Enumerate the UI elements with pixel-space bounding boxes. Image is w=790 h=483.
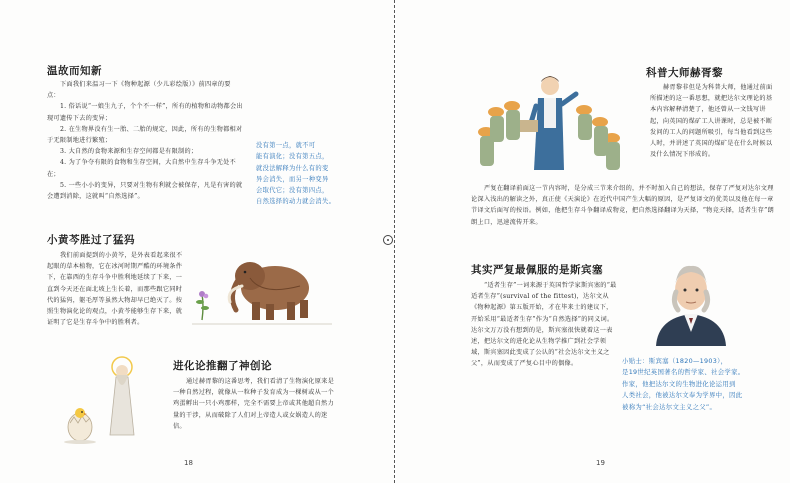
side-note-line: 能有演化；没有第五点， [256, 153, 329, 161]
side-note-line: 异会消失，而另一种变异 [256, 175, 329, 183]
huxley-body-bottom: 严复在翻译前面这一节内容时，是分成三节来介绍的，并不时加入自己的想法，保存了严复对达尔文理论深入浅出的解读之外，真正使《天演论》在近代中国产生大幅的原因，是严复译文的优美以及他在每一章节译文后面写的按语。例如，他把生存斗争翻译成物竞，把自然选择翻译为天择，“物竞天择，适者生存”朗朗上口，迅速流传开来。 [471, 185, 774, 226]
mammoth-illustration [192, 250, 332, 330]
review-point-3: 3. 大自然的食物来源和生存空间都是有限制的； [60, 148, 198, 156]
page-number-left: 18 [184, 459, 193, 467]
review-point-4: 4. 为了争夺有限的食物和生存空间，大自然中生存斗争无处不在； [47, 159, 236, 178]
caption-line: 作家，他把达尔文的生物进化论运用到 [622, 379, 736, 388]
caption-line: 是19世纪英国著名的哲学家、社会学家。 [622, 368, 745, 377]
spencer-portrait [646, 256, 736, 346]
side-note-line: 自然选择的动力就会消失。 [256, 198, 336, 206]
huxley-body-top: 赫胥黎非但是为科普大师，他通过前面所描述的这一番思想，就把达尔文理论的基本内容解释清楚了，他还曾从一文钱写讲起，向英国的煤矿工人讲课时，总是被不断发问的工人的问题所吸引，每当他看到这些人时，并讲述了英国的煤矿是在什么时候以及什么情况下形成的。 [650, 84, 773, 159]
review-intro: 下面我们来温习一下《物种起源（少儿彩绘版）》前四章的要点： [47, 81, 231, 100]
spencer-body: “适者生存”一词来源于英国哲学家斯宾塞的“最适者生存”(survival of the fittest)，达尔文从《物种起源》第五版开始，才在毕来士的建议下，开始采用“最适者生存”作为“自然选择”的同义词。达尔文万万没有想到的是，斯宾塞很快就着这一表述，把达尔文的进化论从生物学推广到社会学领域，斯宾塞因此变成了公认的“社会达尔文主义之父”，从而变成了严复心目中的偶像。 [471, 282, 617, 368]
side-note-line: 会取代它；没有第四点， [256, 187, 329, 195]
section-heading-spencer: 其实严复最佩服的是斯宾塞 [471, 264, 603, 276]
side-note-line: 就没法解释为什么有的变 [256, 164, 329, 172]
page-number-right: 19 [596, 459, 605, 467]
section-heading-evolution: 进化论推翻了神创论 [173, 360, 272, 372]
spencer-caption [622, 356, 744, 413]
review-text [47, 79, 243, 202]
section-heading-huxley: 科普大师赫胥黎 [646, 67, 723, 79]
review-point-5: 5. 一些小小的变异，只要对生物有利就会被保存，凡是有害的就会遭到消除，这就叫“自然选择”。 [47, 181, 243, 201]
huxley-lecture-illustration [476, 70, 626, 180]
caption-line: 被称为“社会达尔文主义之父”。 [622, 402, 717, 411]
right-page [396, 0, 790, 483]
spencer-text [471, 280, 619, 370]
page-fold [394, 0, 395, 483]
huxley-text-top [650, 82, 778, 160]
left-page [0, 0, 394, 483]
caption-line: 小贴士：斯宾塞（1820—1903）， [622, 357, 728, 365]
caption-line: 人类社会，他被达尔文奉为学界中，因此 [622, 391, 743, 400]
xiaohuangqin-text [47, 250, 187, 328]
evolution-text [173, 376, 335, 432]
xiaohuangqin-body: 我们前面提到的小黄芩，是外表看起来很不起眼的草本植物，它在冰河时期严酷的环境条件下，在靠西的生存斗争中胜利地延续了下来，一直到今天还在面北坡上生长着，而那些跟它同时代的猛犸，躯毛厚等虽然大物却早已绝灭了。按照生物演化论的观点，小黄芩能够生存下来，就证明了它是生存斗争中的胜利者。 [47, 252, 183, 327]
huxley-text-bottom [471, 183, 779, 228]
creator-illustration [58, 355, 150, 447]
review-point-2: 2. 在生物界没有生一胎、二胎的规定，因此，所有的生物都相对于无限制地进行繁殖； [47, 125, 243, 145]
side-note-line: 没有第一点，就不可 [256, 142, 316, 149]
section-heading-review: 温故而知新 [47, 65, 102, 77]
section-heading-xiaohuangqin: 小黄芩胜过了猛犸 [47, 234, 135, 246]
review-point-1: 1. 俗话说“一娘生九子，个个不一样”，所有的植物和动物都会出现可遗传下去的变异； [47, 103, 243, 122]
binding-mark-left [383, 235, 393, 245]
evolution-body: 通过赫胥黎的这番思考，我们看清了生物演化原来是一种自然过程，就像从一粒种子发育成为一棵树或从一个鸡蛋孵出一只小鸡那样，完全不需要上帝或其他超自然力量的干涉，从而破除了人们对上帝造人或女娲造人的迷信。 [173, 378, 335, 430]
side-note [256, 140, 335, 208]
